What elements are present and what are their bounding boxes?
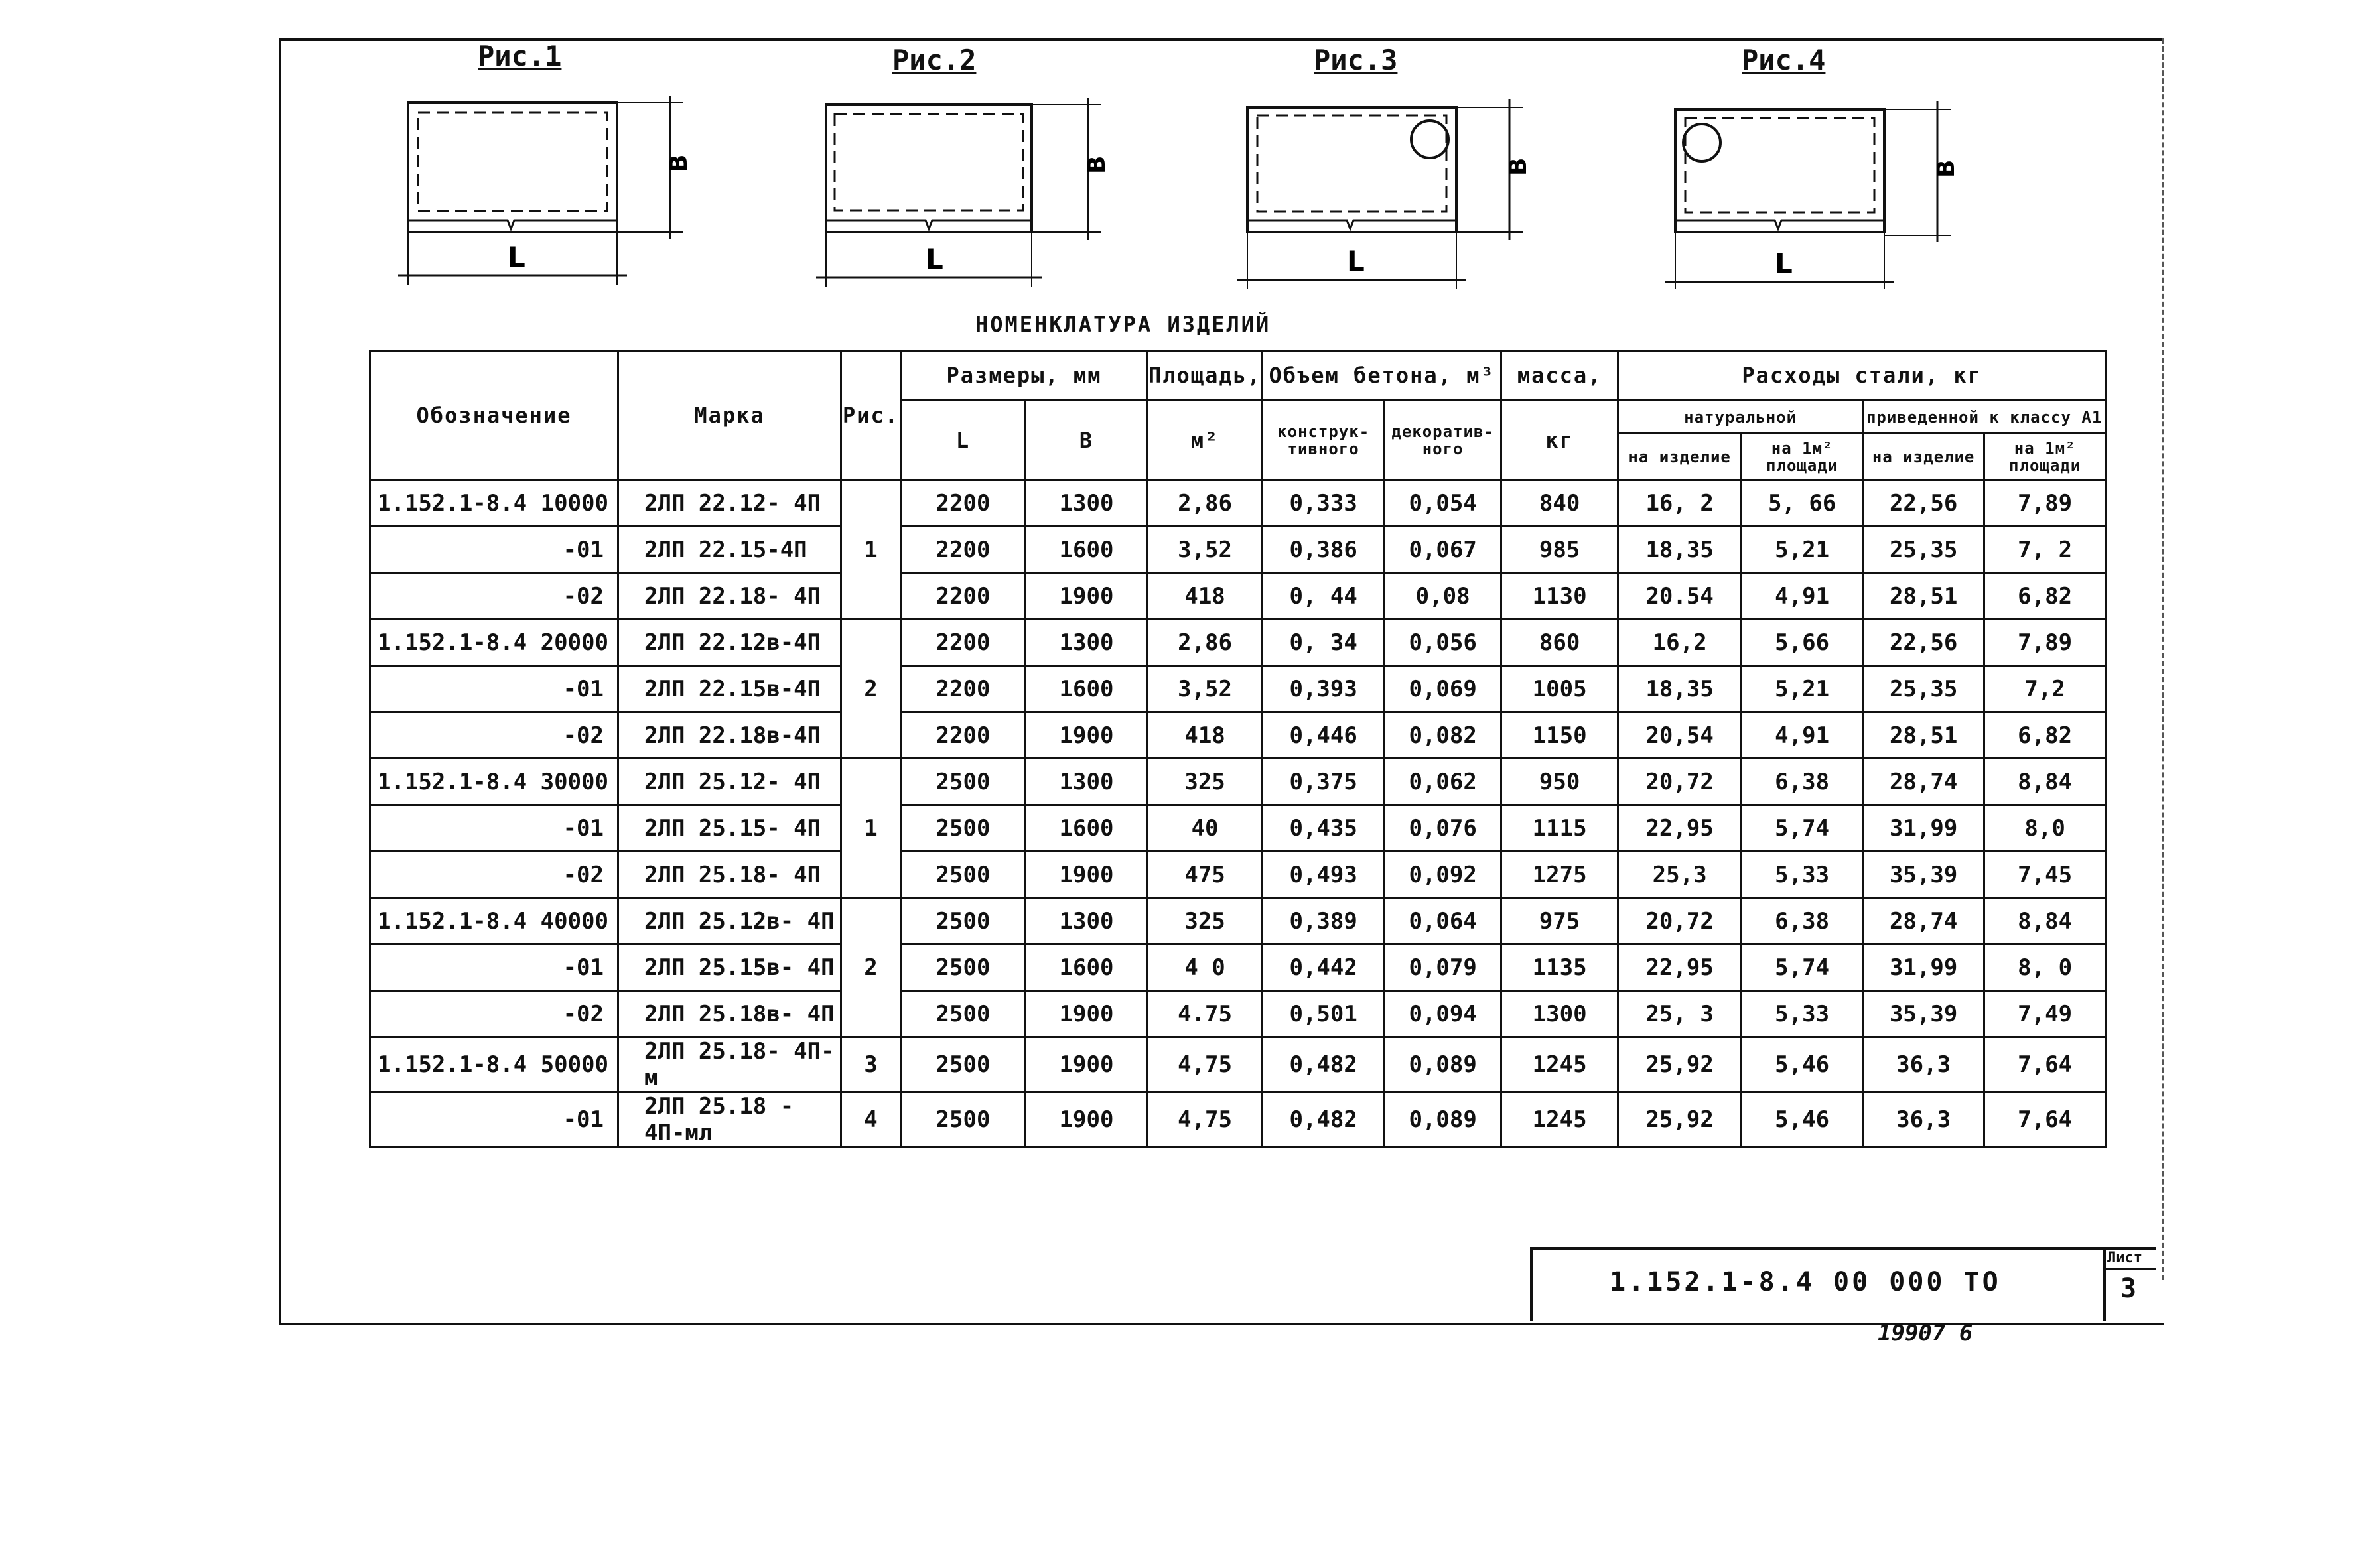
header-nat-per-item: на изделие [1618, 434, 1742, 480]
header-red-per-m2: на 1м² площади [1984, 434, 2106, 480]
cell-mass: 1005 [1501, 666, 1618, 712]
cell-fig: 1 [841, 480, 901, 620]
cell-l: 2500 [901, 991, 1026, 1037]
cell-area: 2,86 [1148, 620, 1263, 666]
cell-decor: 0,067 [1385, 527, 1501, 573]
cell-mass: 1115 [1501, 805, 1618, 852]
cell-red-item: 22,56 [1863, 480, 1984, 527]
table-row [370, 945, 2106, 991]
table-row [370, 805, 2106, 852]
cell-mark: 2ЛП 22.18в-4П [618, 712, 841, 759]
cell-area: 3,52 [1148, 666, 1263, 712]
cell-area: 475 [1148, 852, 1263, 898]
cell-nat-m2: 5, 66 [1742, 480, 1863, 527]
sheet-divider [2103, 1268, 2156, 1270]
cell-nat-item: 16, 2 [1618, 480, 1742, 527]
cell-area: 4 0 [1148, 945, 1263, 991]
cell-mark: 2ЛП 22.12в-4П [618, 620, 841, 666]
cell-designation: 1.152.1-8.4 50000 [370, 1037, 618, 1092]
figure-4-drawing [1659, 93, 1977, 292]
frame-right-edge [2162, 38, 2167, 1280]
header-fig: Рис. [841, 351, 901, 480]
cell-decor: 0,062 [1385, 759, 1501, 805]
table-row [370, 620, 2106, 666]
cell-mass: 1135 [1501, 945, 1618, 991]
header-dimensions: Размеры, мм [901, 351, 1148, 401]
cell-l: 2500 [901, 759, 1026, 805]
cell-decor: 0,054 [1385, 480, 1501, 527]
cell-nat-item: 16,2 [1618, 620, 1742, 666]
cell-b: 1300 [1026, 620, 1148, 666]
cell-b: 1300 [1026, 480, 1148, 527]
cell-red-item: 28,74 [1863, 898, 1984, 945]
cell-b: 1900 [1026, 712, 1148, 759]
cell-designation: -01 [370, 666, 618, 712]
cell-mark: 2ЛП 25.18- 4П [618, 852, 841, 898]
header-concrete-volume: Объем бетона, м³ [1263, 351, 1501, 401]
cell-l: 2500 [901, 1092, 1026, 1147]
figure-1-title: Рис.1 [478, 40, 562, 72]
inventory-number: 19907 6 [1878, 1320, 1973, 1346]
cell-fig: 4 [841, 1092, 901, 1147]
cell-area: 418 [1148, 573, 1263, 620]
header-constructive: конструк-тивного [1263, 401, 1385, 480]
cell-b: 1900 [1026, 573, 1148, 620]
cell-nat-m2: 5,46 [1742, 1092, 1863, 1147]
cell-red-m2: 8,0 [1984, 805, 2106, 852]
cell-mark: 2ЛП 22.12- 4П [618, 480, 841, 527]
header-mass: масса, [1501, 351, 1618, 401]
table-row [370, 712, 2106, 759]
cell-l: 2200 [901, 573, 1026, 620]
cell-red-m2: 8,84 [1984, 898, 2106, 945]
cell-red-item: 25,35 [1863, 527, 1984, 573]
cell-red-m2: 8, 0 [1984, 945, 2106, 991]
table-row [370, 480, 2106, 527]
cell-red-m2: 7,89 [1984, 620, 2106, 666]
figure-1-l-label: L [508, 241, 525, 273]
cell-mass: 1275 [1501, 852, 1618, 898]
cell-nat-m2: 5,33 [1742, 991, 1863, 1037]
cell-mass: 860 [1501, 620, 1618, 666]
cell-fig: 2 [841, 620, 901, 759]
cell-area: 418 [1148, 712, 1263, 759]
figure-3-l-label: L [1347, 245, 1365, 277]
cell-red-item: 36,3 [1863, 1092, 1984, 1147]
cell-nat-item: 20,54 [1618, 712, 1742, 759]
cell-b: 1600 [1026, 527, 1148, 573]
figure-2-drawing [809, 93, 1128, 292]
cell-mark: 2ЛП 22.15-4П [618, 527, 841, 573]
cell-decor: 0,089 [1385, 1092, 1501, 1147]
cell-red-item: 31,99 [1863, 805, 1984, 852]
cell-constr: 0,493 [1263, 852, 1385, 898]
cell-decor: 0,064 [1385, 898, 1501, 945]
table-row [370, 991, 2106, 1037]
cell-area: 3,52 [1148, 527, 1263, 573]
cell-b: 1300 [1026, 898, 1148, 945]
cell-red-m2: 7,45 [1984, 852, 2106, 898]
header-red-per-item: на изделие [1863, 434, 1984, 480]
header-mark: Марка [618, 351, 841, 480]
cell-decor: 0,076 [1385, 805, 1501, 852]
cell-nat-m2: 5,66 [1742, 620, 1863, 666]
cell-b: 1900 [1026, 1037, 1148, 1092]
sheet-label: Лист [2107, 1250, 2142, 1266]
cell-designation: -02 [370, 573, 618, 620]
cell-nat-item: 20,72 [1618, 759, 1742, 805]
cell-constr: 0, 44 [1263, 573, 1385, 620]
figure-3-title: Рис.3 [1314, 44, 1398, 76]
cell-l: 2500 [901, 945, 1026, 991]
table-row [370, 898, 2106, 945]
cell-constr: 0,375 [1263, 759, 1385, 805]
cell-fig: 3 [841, 1037, 901, 1092]
cell-area: 4.75 [1148, 991, 1263, 1037]
cell-decor: 0,092 [1385, 852, 1501, 898]
cell-decor: 0,082 [1385, 712, 1501, 759]
cell-red-m2: 7,49 [1984, 991, 2106, 1037]
cell-nat-item: 25,92 [1618, 1037, 1742, 1092]
cell-constr: 0, 34 [1263, 620, 1385, 666]
cell-designation: -01 [370, 945, 618, 991]
cell-nat-m2: 5,74 [1742, 805, 1863, 852]
cell-nat-m2: 5,21 [1742, 527, 1863, 573]
cell-constr: 0,501 [1263, 991, 1385, 1037]
cell-mass: 985 [1501, 527, 1618, 573]
cell-mass: 1130 [1501, 573, 1618, 620]
figure-1-drawing [391, 93, 710, 292]
document-code: 1.152.1-8.4 00 000 ТО [1610, 1267, 2001, 1297]
cell-mark: 2ЛП 25.15- 4П [618, 805, 841, 852]
cell-nat-m2: 5,21 [1742, 666, 1863, 712]
cell-red-item: 31,99 [1863, 945, 1984, 991]
cell-mark: 2ЛП 25.18 - 4П-мл [618, 1092, 841, 1147]
cell-red-item: 28,51 [1863, 712, 1984, 759]
cell-decor: 0,08 [1385, 573, 1501, 620]
cell-b: 1900 [1026, 1092, 1148, 1147]
figure-2-l-label: L [926, 243, 943, 275]
figure-4-l-label: L [1775, 247, 1793, 280]
header-mass-unit: кг [1501, 401, 1618, 480]
header-steel: Расходы стали, кг [1618, 351, 2106, 401]
table-row [370, 1092, 2106, 1147]
cell-l: 2200 [901, 712, 1026, 759]
cell-nat-m2: 5,46 [1742, 1037, 1863, 1092]
cell-nat-m2: 6,38 [1742, 759, 1863, 805]
table-row [370, 666, 2106, 712]
cell-area: 4,75 [1148, 1037, 1263, 1092]
cell-mark: 2ЛП 25.12в- 4П [618, 898, 841, 945]
cell-decor: 0,089 [1385, 1037, 1501, 1092]
cell-nat-m2: 4,91 [1742, 712, 1863, 759]
cell-mark: 2ЛП 22.18- 4П [618, 573, 841, 620]
cell-nat-m2: 5,74 [1742, 945, 1863, 991]
header-nat-per-m2: на 1м² площади [1742, 434, 1863, 480]
cell-l: 2200 [901, 527, 1026, 573]
cell-nat-item: 20,72 [1618, 898, 1742, 945]
cell-red-m2: 7,64 [1984, 1092, 2106, 1147]
header-natural: натуральной [1618, 401, 1863, 434]
cell-mass: 950 [1501, 759, 1618, 805]
cell-l: 2500 [901, 805, 1026, 852]
cell-red-m2: 6,82 [1984, 573, 2106, 620]
cell-area: 325 [1148, 898, 1263, 945]
cell-decor: 0,069 [1385, 666, 1501, 712]
cell-nat-item: 18,35 [1618, 527, 1742, 573]
cell-b: 1600 [1026, 945, 1148, 991]
cell-red-item: 35,39 [1863, 991, 1984, 1037]
cell-red-item: 25,35 [1863, 666, 1984, 712]
cell-red-m2: 7,2 [1984, 666, 2106, 712]
cell-designation: -01 [370, 1092, 618, 1147]
cell-nat-m2: 6,38 [1742, 898, 1863, 945]
cell-designation: -01 [370, 527, 618, 573]
cell-designation: 1.152.1-8.4 40000 [370, 898, 618, 945]
cell-l: 2200 [901, 480, 1026, 527]
cell-decor: 0,094 [1385, 991, 1501, 1037]
cell-red-item: 22,56 [1863, 620, 1984, 666]
cell-l: 2500 [901, 852, 1026, 898]
cell-mass: 975 [1501, 898, 1618, 945]
cell-mark: 2ЛП 25.15в- 4П [618, 945, 841, 991]
cell-red-item: 28,51 [1863, 573, 1984, 620]
cell-red-item: 36,3 [1863, 1037, 1984, 1092]
cell-decor: 0,056 [1385, 620, 1501, 666]
figure-1-b-label: B [665, 154, 693, 172]
cell-red-item: 35,39 [1863, 852, 1984, 898]
cell-nat-m2: 5,33 [1742, 852, 1863, 898]
cell-b: 1300 [1026, 759, 1148, 805]
cell-red-m2: 7,89 [1984, 480, 2106, 527]
cell-nat-item: 22,95 [1618, 805, 1742, 852]
cell-area: 325 [1148, 759, 1263, 805]
cell-mark: 2ЛП 25.18- 4П-м [618, 1037, 841, 1092]
figure-2-b-label: B [1083, 155, 1111, 174]
cell-l: 2200 [901, 620, 1026, 666]
header-l: L [901, 401, 1026, 480]
cell-b: 1600 [1026, 805, 1148, 852]
table-title: НОМЕНКЛАТУРА ИЗДЕЛИЙ [975, 312, 1271, 337]
cell-designation: -02 [370, 991, 618, 1037]
cell-area: 4,75 [1148, 1092, 1263, 1147]
cell-designation: 1.152.1-8.4 30000 [370, 759, 618, 805]
figure-2-title: Рис.2 [892, 44, 977, 76]
cell-area: 2,86 [1148, 480, 1263, 527]
sheet-number: 3 [2120, 1274, 2137, 1304]
cell-designation: 1.152.1-8.4 10000 [370, 480, 618, 527]
cell-decor: 0,079 [1385, 945, 1501, 991]
cell-l: 2500 [901, 898, 1026, 945]
cell-nat-item: 22,95 [1618, 945, 1742, 991]
figure-4-b-label: B [1933, 159, 1960, 178]
cell-nat-item: 25,92 [1618, 1092, 1742, 1147]
figure-3-drawing [1231, 93, 1549, 292]
cell-constr: 0,333 [1263, 480, 1385, 527]
cell-constr: 0,482 [1263, 1092, 1385, 1147]
cell-designation: 1.152.1-8.4 20000 [370, 620, 618, 666]
nomenclature-table [369, 350, 2107, 1148]
cell-designation: -02 [370, 852, 618, 898]
cell-red-m2: 8,84 [1984, 759, 2106, 805]
cell-l: 2500 [901, 1037, 1026, 1092]
cell-b: 1600 [1026, 666, 1148, 712]
cell-mark: 2ЛП 25.18в- 4П [618, 991, 841, 1037]
cell-mark: 2ЛП 22.15в-4П [618, 666, 841, 712]
cell-designation: -01 [370, 805, 618, 852]
header-decorative: декоратив-ного [1385, 401, 1501, 480]
figure-3-b-label: B [1505, 157, 1532, 176]
cell-b: 1900 [1026, 852, 1148, 898]
header-reduced: приведенной к классу A1 [1863, 401, 2106, 434]
table-row [370, 1037, 2106, 1092]
table-row [370, 573, 2106, 620]
cell-constr: 0,393 [1263, 666, 1385, 712]
header-designation: Обозначение [370, 351, 618, 480]
cell-l: 2200 [901, 666, 1026, 712]
cell-mass: 840 [1501, 480, 1618, 527]
cell-b: 1900 [1026, 991, 1148, 1037]
cell-constr: 0,386 [1263, 527, 1385, 573]
cell-mass: 1245 [1501, 1092, 1618, 1147]
table-row [370, 852, 2106, 898]
header-area-unit: м² [1148, 401, 1263, 480]
cell-constr: 0,482 [1263, 1037, 1385, 1092]
cell-red-m2: 7, 2 [1984, 527, 2106, 573]
cell-mark: 2ЛП 25.12- 4П [618, 759, 841, 805]
table-row [370, 527, 2106, 573]
cell-mass: 1300 [1501, 991, 1618, 1037]
cell-nat-m2: 4,91 [1742, 573, 1863, 620]
table-row [370, 759, 2106, 805]
cell-designation: -02 [370, 712, 618, 759]
cell-fig: 2 [841, 898, 901, 1037]
cell-nat-item: 25, 3 [1618, 991, 1742, 1037]
cell-constr: 0,446 [1263, 712, 1385, 759]
cell-red-item: 28,74 [1863, 759, 1984, 805]
cell-red-m2: 7,64 [1984, 1037, 2106, 1092]
header-b: B [1026, 401, 1148, 480]
figure-4-title: Рис.4 [1742, 44, 1826, 76]
cell-mass: 1150 [1501, 712, 1618, 759]
cell-fig: 1 [841, 759, 901, 898]
header-area: Площадь, [1148, 351, 1263, 401]
cell-nat-item: 20.54 [1618, 573, 1742, 620]
cell-area: 40 [1148, 805, 1263, 852]
cell-mass: 1245 [1501, 1037, 1618, 1092]
cell-nat-item: 18,35 [1618, 666, 1742, 712]
cell-constr: 0,389 [1263, 898, 1385, 945]
cell-constr: 0,442 [1263, 945, 1385, 991]
cell-red-m2: 6,82 [1984, 712, 2106, 759]
cell-nat-item: 25,3 [1618, 852, 1742, 898]
cell-constr: 0,435 [1263, 805, 1385, 852]
